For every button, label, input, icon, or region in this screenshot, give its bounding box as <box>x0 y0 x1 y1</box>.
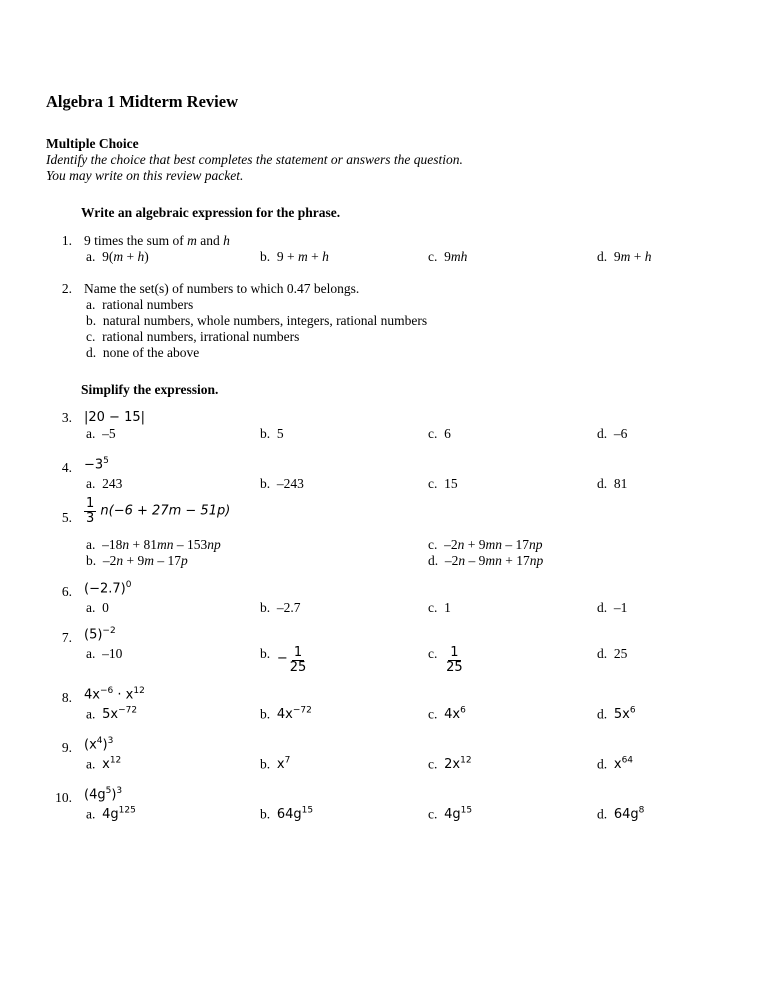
choice-c[interactable]: c. $\frac{1}{25}$ <box>428 645 463 675</box>
choice-b[interactable]: b. $64g^{15}$ <box>260 806 314 823</box>
question-expression: $(4g^5)^3$ <box>84 786 123 803</box>
choice-c[interactable]: c. $4x^6$ <box>428 706 466 723</box>
question-text: 9 times the sum of m and h <box>84 233 230 248</box>
choice-d[interactable]: d. 9m + h <box>597 249 652 264</box>
question-expression: |20 − 15| <box>84 410 146 425</box>
choice-c[interactable]: c. 1 <box>428 600 451 615</box>
choice-d[interactable]: d. –1 <box>597 600 628 615</box>
question-expression: $-3^5$ <box>84 456 109 473</box>
choice-d[interactable]: d. 25 <box>597 646 628 661</box>
question-number: 3. <box>61 410 72 425</box>
directions-write: Write an algebraic expression for the phrase. <box>81 205 341 220</box>
choice-c[interactable]: c. 15 <box>428 476 458 491</box>
choice-c[interactable]: c. $4g^{15}$ <box>428 806 473 823</box>
choice-a[interactable]: a. rational numbers <box>86 297 194 312</box>
question-number: 9. <box>61 740 72 755</box>
choice-d[interactable]: d. none of the above <box>86 345 200 360</box>
choice-d[interactable]: d. $x^{64}$ <box>597 756 634 773</box>
choice-a[interactable]: a. 243 <box>86 476 123 491</box>
question-expression: $(-2.7)^0$ <box>84 580 132 597</box>
choice-d[interactable]: d. –6 <box>597 426 628 441</box>
question-number: 5. <box>61 510 72 525</box>
question-expression: $\frac{1}{3}$ n(−6 + 27m − 51p) <box>86 496 231 526</box>
choice-a[interactable]: a. –5 <box>86 426 116 441</box>
choice-b[interactable]: b. 9 + m + h <box>260 249 329 264</box>
choice-b[interactable]: b. –2.7 <box>260 600 301 615</box>
question-text: Name the set(s) of numbers to which 0.47 belongs. <box>84 281 360 296</box>
choice-b[interactable]: b. natural numbers, whole numbers, integers, rational numbers <box>86 313 428 328</box>
choice-b[interactable]: b. 5 <box>260 426 284 441</box>
choice-b[interactable]: b. $x^7$ <box>260 756 291 773</box>
choice-d[interactable]: d. 81 <box>597 476 628 491</box>
choice-c[interactable]: c. 9mh <box>428 249 468 264</box>
question-expression: $(x^4)^3$ <box>84 736 114 753</box>
page-title: Algebra 1 Midterm Review <box>46 92 238 111</box>
question-number: 4. <box>61 460 72 475</box>
choice-b[interactable]: b. − $\frac{1}{25}$ <box>260 645 307 675</box>
choice-a[interactable]: a. 9(m + h) <box>86 249 149 264</box>
choice-c[interactable]: c. –2n + 9mn – 17np <box>428 537 543 552</box>
question-expression: $(5)^{-2}$ <box>84 626 116 643</box>
choice-d[interactable]: d. $5x^6$ <box>597 706 636 723</box>
directions-simplify: Simplify the expression. <box>81 382 219 397</box>
choice-a[interactable]: a. $x^{12}$ <box>86 756 122 773</box>
choice-d[interactable]: d. $64g^8$ <box>597 806 645 823</box>
question-number: 2. <box>61 281 72 296</box>
instruction-line-2: You may write on this review packet. <box>46 168 244 183</box>
choice-c[interactable]: c. rational numbers, irrational numbers <box>86 329 300 344</box>
choice-c[interactable]: c. $2x^{12}$ <box>428 756 472 773</box>
choice-b[interactable]: b. –2n + 9m – 17p <box>86 553 188 568</box>
choice-a[interactable]: a. $4g^{125}$ <box>86 806 136 823</box>
question-number: 10. <box>55 790 72 805</box>
choice-a[interactable]: a. –18n + 81mn – 153np <box>86 537 221 552</box>
question-number: 6. <box>61 584 72 599</box>
question-number: 1. <box>61 233 72 248</box>
choice-a[interactable]: a. 0 <box>86 600 109 615</box>
choice-b[interactable]: b. –243 <box>260 476 304 491</box>
question-expression: $4x^{-6} \cdot x^{12}$ <box>84 686 145 703</box>
choice-c[interactable]: c. 6 <box>428 426 451 441</box>
choice-b[interactable]: b. $4x^{-72}$ <box>260 706 312 723</box>
choice-a[interactable]: a. –10 <box>86 646 123 661</box>
section-heading: Multiple Choice <box>46 136 139 151</box>
question-number: 8. <box>61 690 72 705</box>
question-number: 7. <box>61 630 72 645</box>
choice-d[interactable]: d. –2n – 9mn + 17np <box>428 553 544 568</box>
choice-a[interactable]: a. $5x^{-72}$ <box>86 706 138 723</box>
instruction-line-1: Identify the choice that best completes the statement or answers the question. <box>46 152 463 167</box>
